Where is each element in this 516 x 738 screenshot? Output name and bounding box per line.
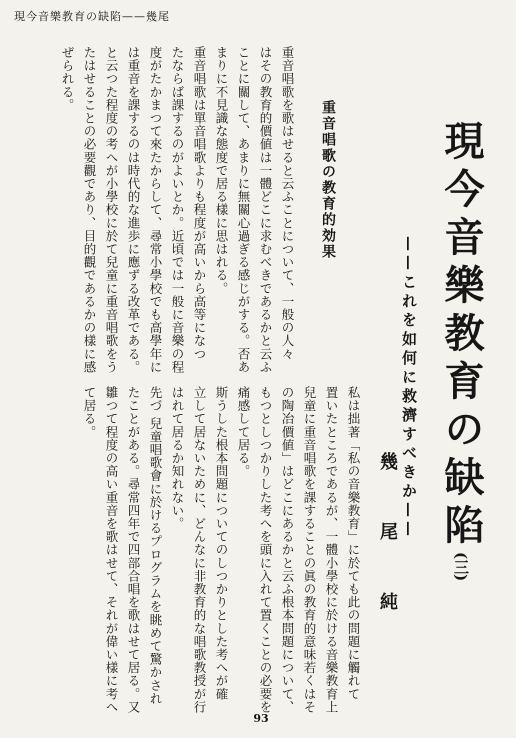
body-column: 立して居ないために、どんなに非教育的な唱歌教授が行 — [192, 386, 207, 714]
body-column: 私は拙著「私の音樂教育」に於ても此の問題に觸れて — [346, 386, 361, 701]
body-column: 度がたかまつて來たからして、尋常小學校でも高學年に — [148, 46, 163, 374]
body-column: 置いたところであるが、一體小學校に於ける音樂教育上 — [324, 386, 339, 714]
title-part-number: (三) — [452, 552, 470, 582]
body-column: 重音唱歌を歌はせると云ふことについて、一般の人々 — [280, 46, 295, 361]
body-column: はれて居るか知れない。 — [170, 386, 185, 531]
body-column: たならば課するのがよいとか。近頃では一般に音樂の程 — [170, 46, 185, 374]
article-subtitle: ——これを如何に救濟すべきか—— — [400, 236, 418, 540]
title-main: 現今音樂教育の缺陷 — [438, 120, 485, 552]
body-column: は重音を課するのは時代的な進歩に應ずる改革である。 — [126, 46, 141, 374]
body-column: の陶冶價値」はどこにあるかと云ふ根本問題について、 — [280, 386, 295, 714]
section-heading: 重音唱歌の教育的効果 — [320, 100, 336, 260]
body-column: 斯うした根本問題についてのしつかりとした考へが確 — [214, 386, 229, 701]
body-column: はその教育的價値は一體どこに求むべきであるかと云ふ — [258, 46, 273, 374]
body-column: もつとしつかりした考へを頭に入れて置くことの必要を — [258, 386, 273, 714]
body-column: と云つた程度の考へが小學校に於て兒童に重音唱歌をう — [104, 46, 119, 374]
body-column: たはせることの必要觀であり、目的觀であるかの樣に感 — [82, 46, 97, 374]
body-column: 先づ 兒童唱歌會に於けるプログラムを眺めて驚かされ — [148, 386, 163, 705]
body-column: たことがある。尋常四年で四部合唱を歌はせて居る。又 — [126, 386, 141, 714]
body-column: まりに不見識な態度で居る樣に思はれる。 — [214, 46, 229, 295]
body-column: 重音唱歌は單音唱歌よりも程度が高いから高等になつ — [192, 46, 207, 361]
body-column: 雛つて程度の高い重音を歌はせて、それが偉い樣に考へ — [104, 386, 119, 714]
body-column: 痛感して居る。 — [236, 386, 251, 478]
page-number: 93 — [253, 712, 269, 725]
running-head: 現今音樂教育の缺陷——幾尾 — [14, 10, 170, 23]
body-column: ことに關して、あまりに無關心過ぎる感じがする。否あ — [236, 46, 251, 374]
body-column: ぜられる。 — [60, 46, 75, 112]
body-column: て居る。 — [82, 386, 97, 439]
body-column: 兒童に重音唱歌を課することの眞の教育的意味若くはそ — [302, 386, 317, 714]
author-name: 幾尾純 — [377, 452, 398, 662]
article-title — [438, 120, 485, 582]
